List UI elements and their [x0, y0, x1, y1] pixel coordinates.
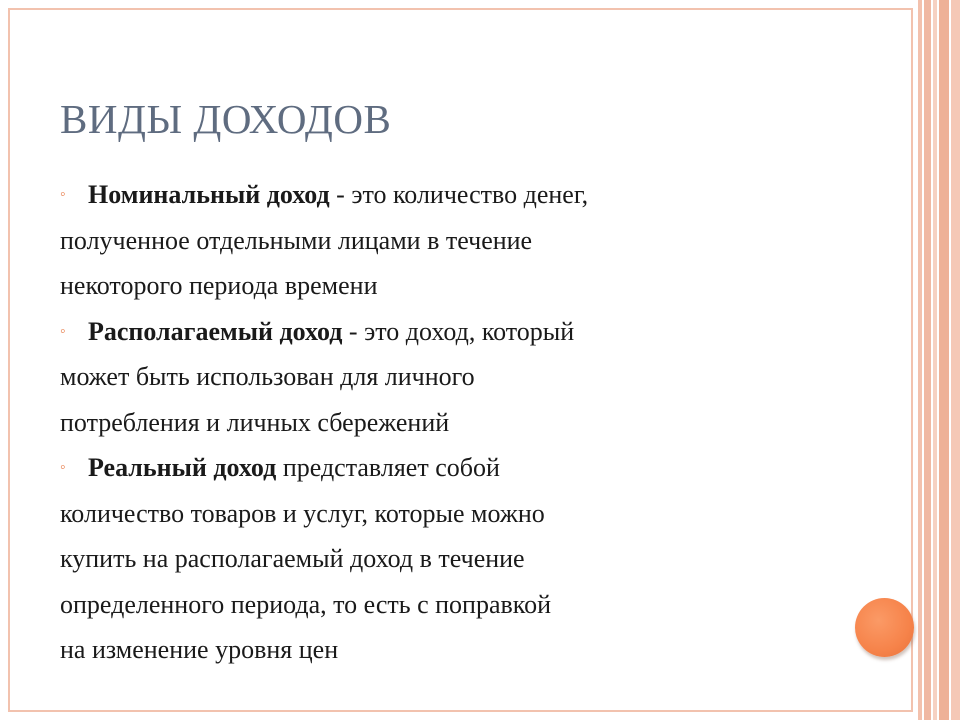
bullet-continuation: может быть использован для личного	[60, 362, 475, 391]
bullet-continuation: полученное отдельными лицами в течение	[60, 225, 533, 255]
bullet-continuation: на изменение уровня цен	[60, 635, 339, 664]
decor-stripe	[924, 0, 931, 720]
bullet-continuation: некоторого периода времени	[60, 271, 378, 300]
slide-title: ВИДЫ ДОХОДОВ	[60, 96, 392, 142]
bullet-first-line	[60, 445, 860, 491]
bullet-continuation: количество товаров и услуг, которые можно	[60, 498, 545, 528]
bullet-item-nominal-income	[60, 172, 860, 309]
bullet-list	[60, 172, 860, 673]
bullet-item-disposable-income	[60, 309, 860, 446]
bullet-text: представляет собой	[276, 453, 500, 482]
bullet-first-line	[60, 309, 860, 355]
bullet-term: Располагаемый доход	[88, 316, 343, 346]
decor-stripe	[939, 0, 949, 720]
decor-stripe	[951, 0, 960, 720]
bullet-icon: ◦	[60, 459, 66, 476]
decor-stripe	[918, 0, 922, 720]
decor-stripe	[933, 0, 937, 720]
bullet-first-line	[60, 172, 860, 218]
bullet-continuation: потребления и личных сбережений	[60, 407, 450, 437]
decor-orange-circle	[855, 598, 914, 657]
bullet-term: Реальный доход	[88, 453, 277, 482]
bullet-continuation: купить на располагаемый доход в течение	[60, 544, 525, 573]
bullet-term: Номинальный доход	[88, 180, 330, 209]
bullet-text: - это количество денег,	[329, 180, 589, 209]
bullet-continuation: определенного периода, то есть с поправкой	[60, 589, 552, 619]
bullet-item-real-income	[60, 445, 860, 673]
bullet-text: - это доход, который	[342, 316, 575, 346]
bullet-icon: ◦	[60, 322, 66, 340]
bullet-icon: ◦	[60, 186, 66, 203]
